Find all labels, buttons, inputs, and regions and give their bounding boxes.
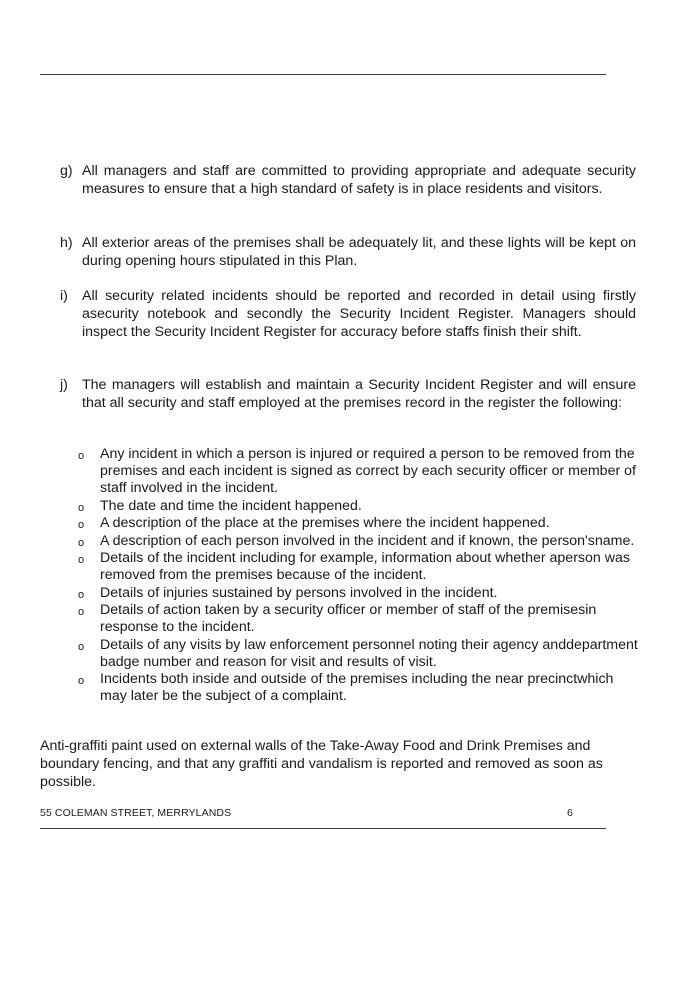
page-number: 6	[567, 807, 573, 819]
bullet-icon: o	[78, 640, 85, 653]
sub-list-item-text: Incidents both inside and outside of the premises including the near precinctwhich may later be the subject of a complaint.	[100, 671, 614, 704]
list-item-text: All exterior areas of the premises shall be adequately lit, and these lights will be kept on during opening hours stipulated in this Plan.	[82, 235, 636, 269]
sub-list-item	[78, 550, 638, 584]
list-item-label: i)	[60, 288, 68, 304]
register-contents-list	[78, 446, 638, 706]
bullet-icon: o	[78, 501, 85, 514]
bullet-icon: o	[78, 536, 85, 549]
sub-list-item-text: Details of any visits by law enforcement personnel noting their agency anddepartment badge number and reason for visit and results of visit.	[100, 636, 638, 670]
bullet-icon: o	[78, 450, 85, 462]
sub-list-item	[78, 533, 638, 550]
sub-list-item-text: Any incident in which a person is injured or required a person to be removed from the premises and each incident is signed as correct by each security officer or member of staff involved in the incident.	[100, 446, 636, 496]
list-item-text: All security related incidents should be reported and recorded in detail using firstly asecurity notebook and secondly the Security Incident Register. Managers should inspect the Security Incident Register for accuracy before staffs finish their shift.	[82, 288, 636, 340]
sub-list-item	[78, 602, 638, 636]
closing-paragraph: Anti-graffiti paint used on external walls of the Take-Away Food and Drink Premises and boundary fencing, and that any graffiti and vandalism is reported and removed as soon as possible.	[40, 738, 603, 790]
sub-list-item-text: A description of the place at the premises where the incident happened.	[100, 515, 550, 531]
list-item-text: All managers and staff are committed to providing appropriate and adequate security measures to ensure that a high standard of safety is in place residents and visitors.	[82, 163, 636, 197]
list-item-label: g)	[60, 163, 73, 179]
list-item-label: j)	[60, 377, 68, 393]
bullet-icon: o	[78, 675, 85, 687]
list-item-h	[60, 234, 636, 270]
sub-list-item	[78, 446, 638, 497]
sub-list-item-text: Details of the incident including for example, information about whether aperson was removed from the premises because of the incident.	[100, 550, 630, 583]
bullet-icon: o	[78, 606, 85, 618]
bullet-icon: o	[78, 588, 85, 601]
list-item-g	[60, 162, 636, 198]
bullet-icon: o	[78, 554, 85, 566]
sub-list-item-text: The date and time the incident happened.	[100, 497, 362, 514]
list-item-j	[60, 376, 636, 412]
footer-address: 55 COLEMAN STREET, MERRYLANDS	[40, 807, 232, 819]
bullet-icon: o	[78, 519, 85, 531]
sub-list-item	[78, 637, 638, 671]
sub-list-item-text: Details of injuries sustained by persons involved in the incident.	[100, 584, 498, 601]
sub-list-item	[78, 671, 638, 705]
list-item-text: The managers will establish and maintain a Security Incident Register and will ensure that all security and staff employed at the premises record in the register the following:	[82, 377, 636, 411]
footer-divider	[40, 828, 606, 829]
sub-list-item-text: Details of action taken by a security officer or member of staff of the premisesin response to the incident.	[100, 602, 597, 635]
sub-list-item	[78, 515, 638, 532]
header-divider	[40, 74, 606, 75]
sub-list-item	[78, 498, 638, 515]
sub-list-item	[78, 585, 638, 602]
list-item-label: h)	[60, 235, 73, 251]
list-item-i	[60, 287, 636, 341]
sub-list-item-text: A description of each person involved in the incident and if known, the person'sname.	[100, 532, 635, 549]
